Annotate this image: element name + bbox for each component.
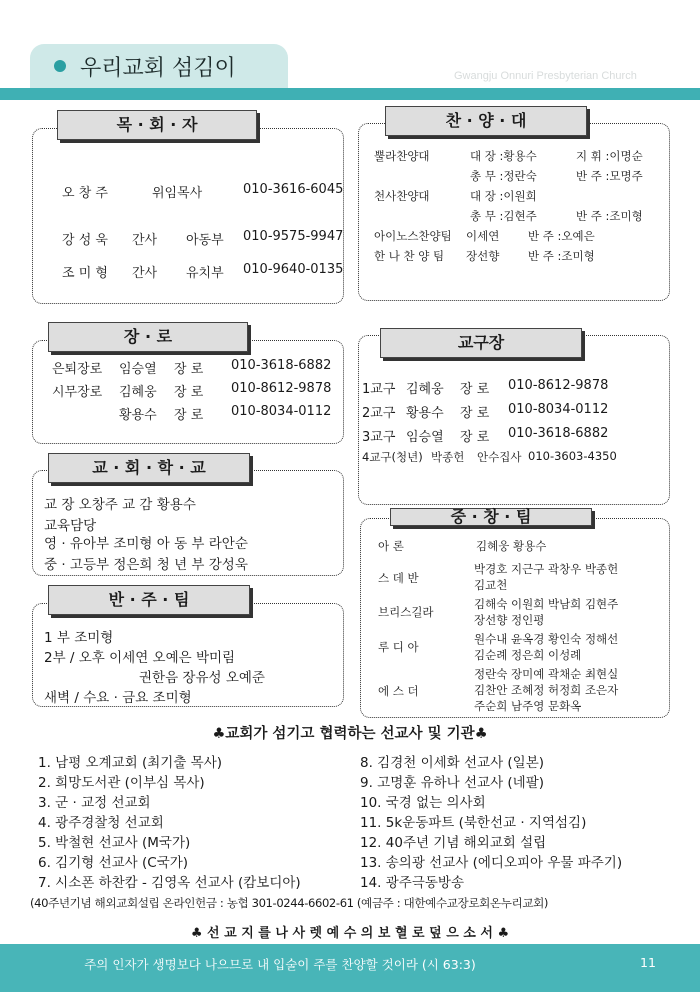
pastor-phone: 010-9640-0135: [243, 262, 344, 277]
accompaniment-line: 1 부 조미형: [44, 630, 114, 646]
district-leader: 김혜웅: [406, 382, 444, 397]
district-title: 장 로: [460, 430, 490, 445]
choir-member: 반 주 :모명주: [576, 169, 643, 183]
choir-group: 한 나 찬 양 팀: [374, 249, 445, 263]
mission-item: 1. 남평 오계교회 (최기출 목사): [38, 755, 223, 771]
team-name: 브리스길라: [378, 605, 434, 619]
choir-group: 아이노스찬양팀: [374, 229, 452, 243]
missions-title: ♣교회가 섬기고 협력하는 선교사 및 기관♣: [212, 726, 488, 742]
mission-prayer: ♣ 선 교 지 를 나 사 렛 예 수 의 보 혈 로 덮 으 소 서 ♣: [190, 926, 510, 941]
mission-item: 10. 국경 없는 의사회: [360, 795, 486, 811]
team-members: 김혜웅 황용수: [476, 539, 547, 553]
elder-type: 은퇴장로: [52, 362, 103, 377]
mission-item: 7. 시소폰 하찬캄 - 김영옥 선교사 (캄보디아): [38, 875, 301, 891]
choir-member: 총 무 :정란숙: [470, 169, 537, 183]
team-members: 김교천: [474, 578, 508, 592]
district-name: 1교구: [362, 382, 396, 397]
mission-item: 13. 송의광 선교사 (에디오피아 우물 파주기): [360, 855, 623, 871]
district-title: 안수집사: [477, 450, 522, 464]
elder-title: 장 로: [174, 362, 204, 377]
header-bar: [0, 88, 700, 100]
school-line: 영 · 유아부 조미형 아 동 부 라안순: [44, 536, 248, 552]
pastor-name: 강 성 욱: [62, 233, 108, 248]
school-line: 중 · 고등부 정은희 청 년 부 강성욱: [44, 557, 248, 573]
choir-member: 반 주 :조미형: [528, 249, 595, 263]
district-phone: 010-8034-0112: [508, 402, 609, 417]
choir-group: 천사찬양대: [374, 189, 430, 203]
district-title: 장 로: [460, 406, 490, 421]
team-members: 주순희 남주영 문화옥: [474, 699, 582, 713]
donation-note: (40주년기념 해외교회설립 온라인헌금 : 농협 301-0244-6602-61 (예금주 : 대한예수교장로회온누리교회): [30, 896, 549, 910]
mission-item: 12. 40주년 기념 해외교회 설립: [360, 835, 547, 851]
mission-item: 11. 5k운동파트 (북한선교 · 지역섬김): [360, 815, 587, 831]
pastor-name: 오 창 주: [62, 186, 108, 201]
team-name: 아 론: [378, 539, 404, 553]
team-members: 김해숙 이원희 박남희 김현주: [474, 597, 619, 611]
page-number: 11: [640, 955, 656, 970]
district-name: 3교구: [362, 430, 396, 445]
district-phone: 010-3603-4350: [528, 449, 617, 463]
footer-verse: 주의 인자가 생명보다 나으므로 내 입술이 주를 찬양할 것이라 (시 63:3): [84, 957, 476, 972]
team-name: 루 디 아: [378, 640, 419, 654]
pastor-role: 위임목사: [152, 186, 203, 201]
team-members: 정란숙 장미예 곽채순 최현실: [474, 667, 619, 681]
pastors-label: 목 · 회 · 자: [57, 110, 257, 140]
accompaniment-line: 새벽 / 수요 · 금요 조미형: [44, 690, 192, 706]
elder-title: 장 로: [174, 408, 204, 423]
district-phone: 010-8612-9878: [508, 378, 609, 393]
choir-label: 찬 · 양 · 대: [385, 106, 587, 136]
districts-box: [358, 335, 670, 505]
pastor-phone: 010-9575-9947: [243, 229, 344, 244]
mission-item: 6. 김기형 선교사 (C국가): [38, 855, 189, 871]
intercession-label: 중 · 창 · 팀: [390, 508, 592, 526]
bullet-dot-icon: [54, 60, 66, 72]
mission-item: 14. 광주극동방송: [360, 875, 465, 891]
elders-label: 장 · 로: [48, 322, 248, 352]
elder-name: 황용수: [119, 408, 157, 423]
team-members: 장선향 정인평: [474, 613, 545, 627]
choir-member: 총 무 :김현주: [470, 209, 537, 223]
choir-member: 지 휘 :이명순: [576, 149, 643, 163]
team-members: 김찬안 조혜정 허정희 조은자: [474, 683, 619, 697]
choir-group: 뿔라찬양대: [374, 149, 430, 163]
elder-phone: 010-8612-9878: [231, 381, 332, 396]
mission-item: 8. 김경천 이세화 선교사 (일본): [360, 755, 545, 771]
pastor-role: 간사: [132, 266, 158, 281]
district-leader: 박종헌: [431, 450, 465, 464]
district-leader: 황용수: [406, 406, 444, 421]
mission-item: 3. 군 · 교정 선교회: [38, 795, 151, 811]
team-members: 박경호 지근구 곽창우 박종헌: [474, 562, 619, 576]
accompaniment-line: 권한음 장유성 오예준: [139, 670, 265, 686]
district-name: 2교구: [362, 406, 396, 421]
team-name: 에 스 더: [378, 684, 419, 698]
school-line: 교 장 오창주 교 감 황용수: [44, 497, 196, 513]
choir-member: 대 장 :이원희: [470, 189, 537, 203]
choir-member: 이세연: [466, 229, 500, 243]
elder-name: 김혜웅: [119, 385, 157, 400]
school-label: 교 · 회 · 학 · 교: [48, 453, 250, 483]
accompaniment-label: 반 · 주 · 팀: [48, 585, 250, 615]
elder-name: 임승열: [119, 362, 157, 377]
choir-member: 반 주 :오예은: [528, 229, 595, 243]
choir-member: 장선향: [466, 249, 500, 263]
mission-item: 5. 박철현 선교사 (M국가): [38, 835, 191, 851]
page-title: 우리교회 섬김이: [80, 56, 236, 81]
pastor-name: 조 미 형: [62, 266, 108, 281]
team-members: 김순례 정은희 이성례: [474, 648, 582, 662]
district-title: 장 로: [460, 382, 490, 397]
pastor-dept: 유치부: [186, 266, 224, 281]
pastor-phone: 010-3616-6045: [243, 182, 344, 197]
church-name-watermark: Gwangju Onnuri Presbyterian Church: [454, 70, 637, 82]
district-phone: 010-3618-6882: [508, 426, 609, 441]
mission-item: 9. 고명훈 유하나 선교사 (네팔): [360, 775, 545, 791]
choir-member: 대 장 :황용수: [470, 149, 537, 163]
district-leader: 임승열: [406, 430, 444, 445]
choir-member: 반 주 :조미형: [576, 209, 643, 223]
elder-title: 장 로: [174, 385, 204, 400]
mission-item: 2. 희망도서관 (이부심 목사): [38, 775, 205, 791]
districts-label: 교구장: [380, 328, 582, 358]
elder-phone: 010-8034-0112: [231, 404, 332, 419]
team-name: 스 데 반: [378, 571, 419, 585]
accompaniment-line: 2부 / 오후 이세연 오예은 박미림: [44, 650, 236, 666]
district-name: 4교구(청년): [362, 450, 423, 464]
elder-phone: 010-3618-6882: [231, 358, 332, 373]
team-members: 원수내 윤옥경 황인숙 정해선: [474, 632, 619, 646]
mission-item: 4. 광주경찰청 선교회: [38, 815, 164, 831]
school-line: 교육담당: [44, 518, 97, 534]
pastor-role: 간사: [132, 233, 158, 248]
elder-type: 시무장로: [52, 385, 103, 400]
pastor-dept: 아동부: [186, 233, 224, 248]
